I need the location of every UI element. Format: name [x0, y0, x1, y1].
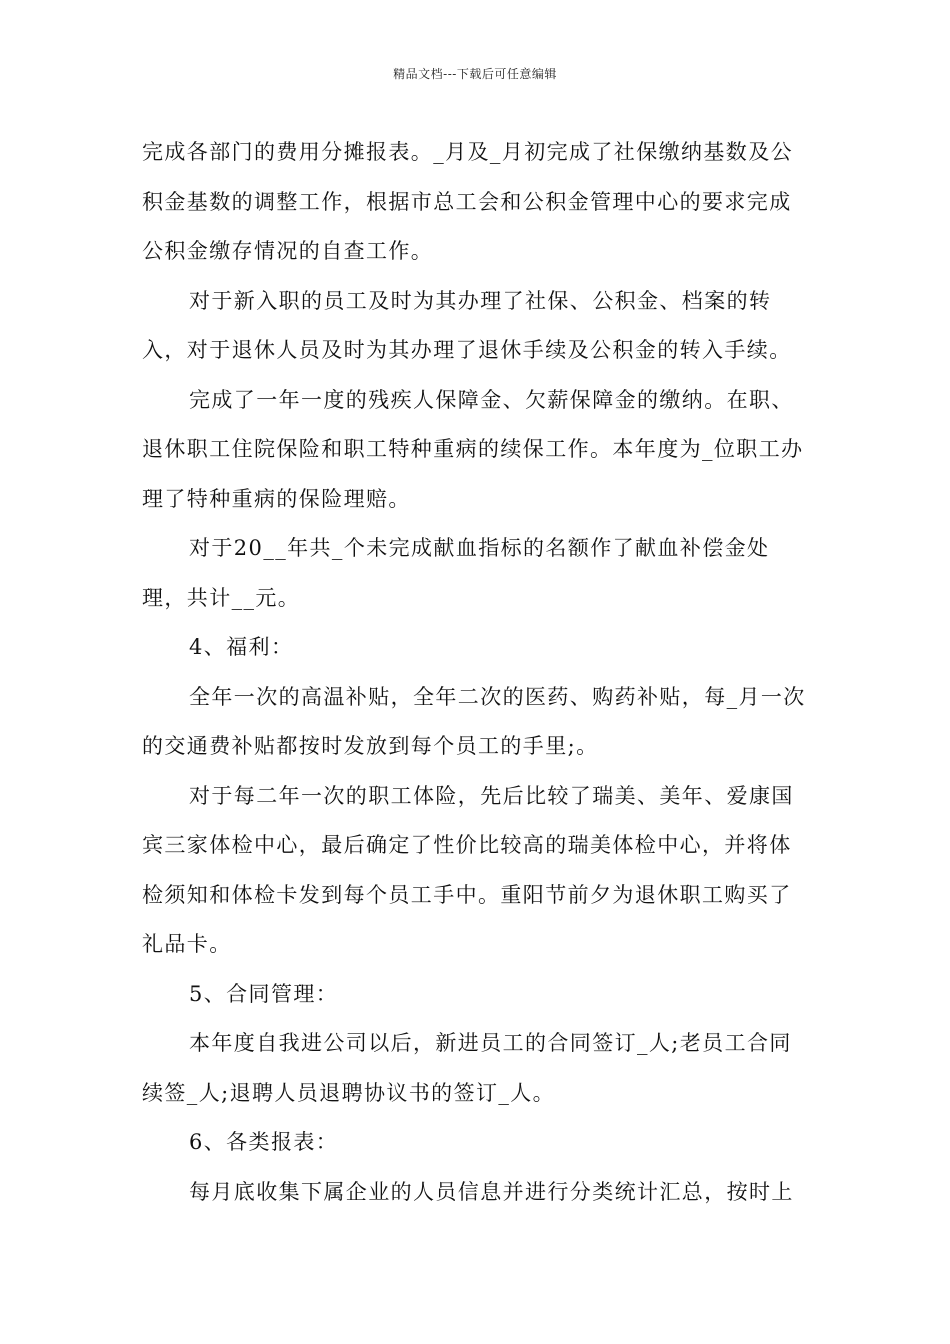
paragraph: 对于新入职的员工及时为其办理了社保、公积金、档案的转入，对于退休人员及时为其办理了退休手续及公积金的转入手续。 — [142, 288, 792, 362]
paragraph: 本年度自我进公司以后，新进员工的合同签订_人;老员工合同续签_人;退聘人员退聘协议书的签订_人。 — [142, 1031, 792, 1105]
paragraph: 完成了一年一度的残疾人保障金、欠薪保障金的缴纳。在职、退休职工住院保险和职工特种重病的续保工作。本年度为_位职工办理了特种重病的保险理赔。 — [142, 387, 804, 511]
page-header: 精品文档---下载后可任意编辑 — [393, 67, 557, 81]
paragraph: 完成各部门的费用分摊报表。_月及_月初完成了社保缴纳基数及公积金基数的调整工作，根据市总工会和公积金管理中心的要求完成公积金缴存情况的自查工作。 — [142, 140, 793, 263]
section-heading: 6、各类报表： — [189, 1130, 339, 1154]
section-heading: 5、合同管理： — [189, 981, 339, 1006]
paragraph: 全年一次的高温补贴，全年二次的医药、购药补贴，每_月一次的交通费补贴都按时发放到每个员工的手里;。 — [142, 684, 806, 758]
paragraph: 每月底收集下属企业的人员信息并进行分类统计汇总，按时上 — [189, 1179, 794, 1204]
paragraph: 对于20__年共_个未完成献血指标的名额作了献血补偿金处理，共计__元。 — [142, 536, 770, 610]
section-heading: 4、福利： — [189, 635, 294, 659]
document-body — [142, 128, 810, 1217]
paragraph: 对于每二年一次的职工体险，先后比较了瑞美、美年、爱康国宾三家体检中心，最后确定了性价比较高的瑞美体检中心，并将体检须知和体检卡发到每个员工手中。重阳节前夕为退休职工购买了礼品卡。 — [142, 783, 794, 956]
